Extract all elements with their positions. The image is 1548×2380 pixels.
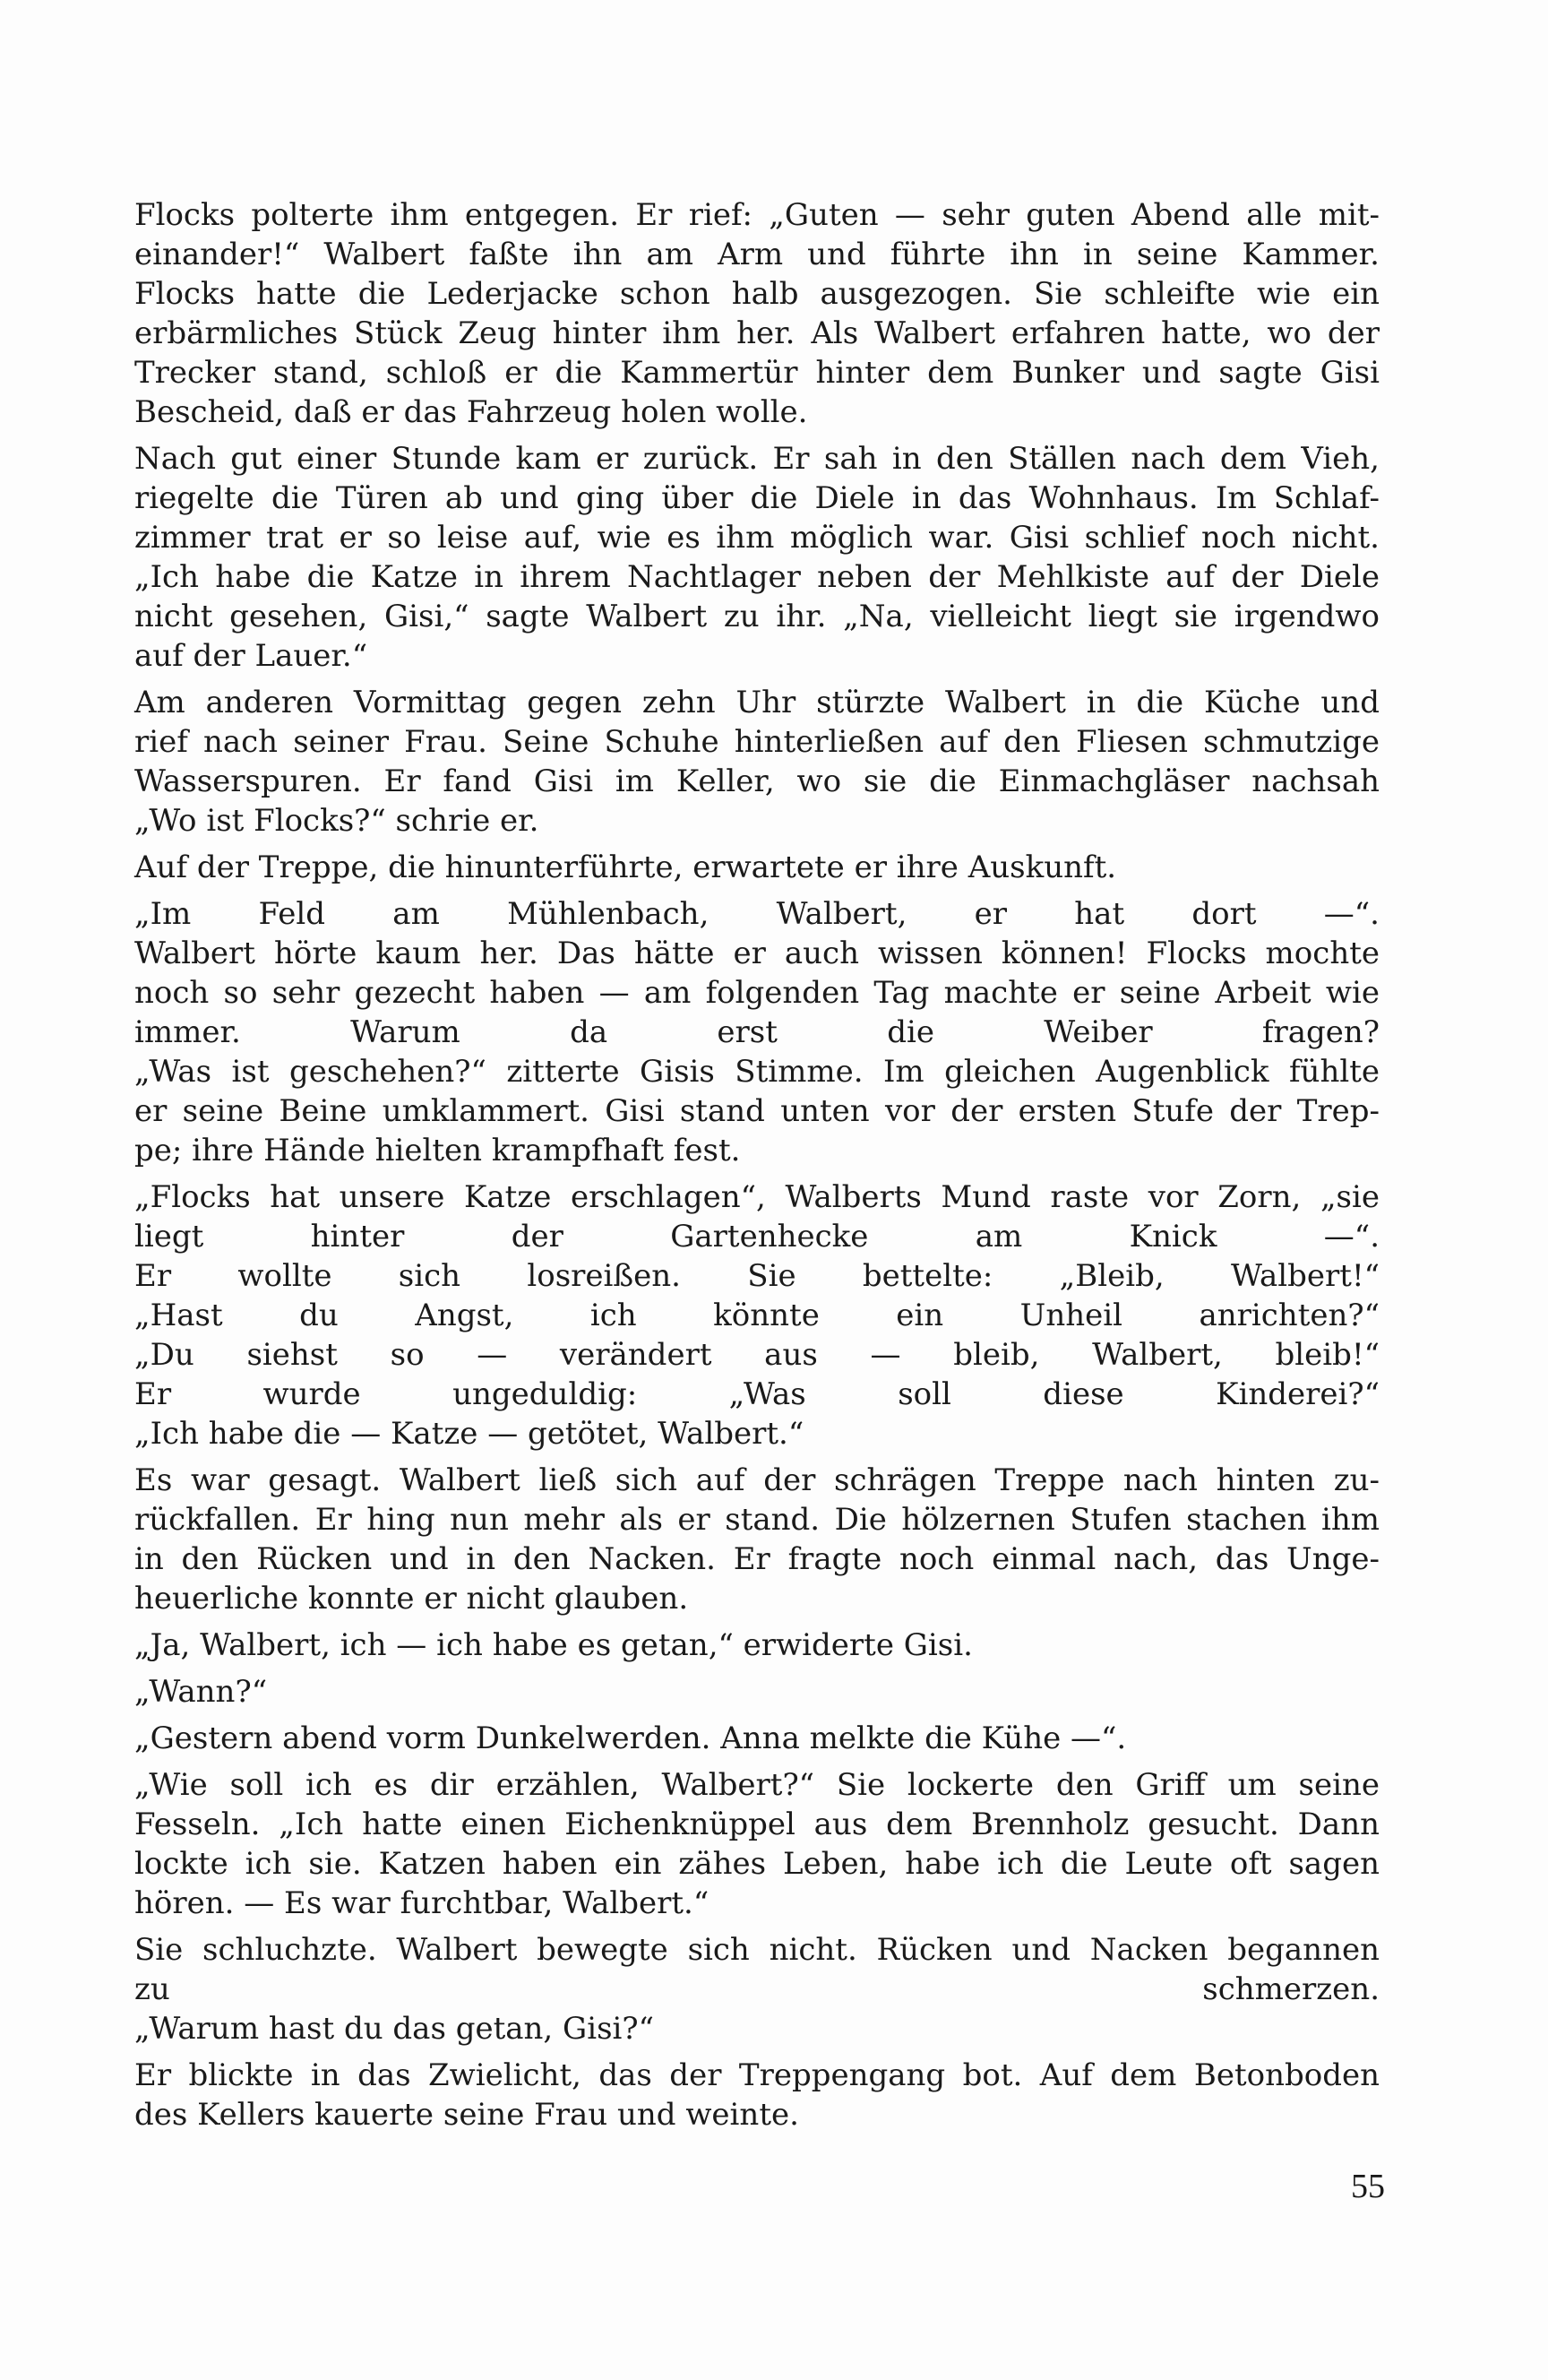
text-line: lockte ich sie. Katzen haben ein zähes Leben, habe ich die Leute oft sagen — [134, 1846, 1380, 1882]
text-line: Er wollte sich losreißen. Sie bettelte: „Bleib, Walbert!“ — [134, 1258, 1380, 1294]
paragraph — [134, 195, 1380, 432]
text-line: „Hast du Angst, ich könnte ein Unheil anrichten?“ — [134, 1298, 1380, 1333]
paragraph — [134, 439, 1380, 676]
paragraph — [134, 894, 1380, 1170]
text-line: pe; ihre Hände hielten krampfhaft fest. — [134, 1133, 741, 1168]
text-line: „Gestern abend vorm Dunkelwerden. Anna melkte die Kühe —“. — [134, 1720, 1127, 1756]
text-line: Trecker stand, schloß er die Kammertür hinter dem Bunker und sagte Gisi — [134, 355, 1380, 391]
text-line: Es war gesagt. Walbert ließ sich auf der schrägen Treppe nach hinten zu- — [134, 1462, 1380, 1498]
text-line: „Wann?“ — [134, 1674, 268, 1710]
text-line: in den Rücken und in den Nacken. Er fragte noch einmal nach, das Unge- — [134, 1541, 1380, 1577]
text-line: des Kellers kauerte seine Frau und weinte. — [134, 2097, 799, 2133]
page-number: 55 — [1351, 2168, 1385, 2205]
text-line: „Im Feld am Mühlenbach, Walbert, er hat dort —“. — [134, 896, 1380, 932]
text-line: rief nach seiner Frau. Seine Schuhe hinterließen auf den Fliesen schmutzige — [134, 724, 1380, 760]
text-line: Er wurde ungeduldig: „Was soll diese Kinderei?“ — [134, 1376, 1380, 1412]
paragraph — [134, 1930, 1380, 2048]
text-line: „Ich habe die Katze in ihrem Nachtlager neben der Mehlkiste auf der Diele — [134, 559, 1380, 595]
text-line: riegelte die Türen ab und ging über die Diele in das Wohnhaus. Im Schlaf- — [134, 480, 1380, 516]
text-line: „Wo ist Flocks?“ schrie er. — [134, 803, 539, 839]
paragraph — [134, 848, 1380, 887]
paragraph — [134, 1177, 1380, 1453]
text-line: Flocks hatte die Lederjacke schon halb ausgezogen. Sie schleifte wie ein — [134, 276, 1380, 312]
body-text — [134, 195, 1380, 2134]
text-line: „Flocks hat unsere Katze erschlagen“, Walberts Mund raste vor Zorn, „sie — [134, 1179, 1380, 1215]
text-line: Er blickte in das Zwielicht, das der Treppengang bot. Auf dem Betonboden — [134, 2057, 1380, 2093]
text-line: Am anderen Vormittag gegen zehn Uhr stürzte Walbert in die Küche und — [134, 685, 1380, 720]
text-line: Bescheid, daß er das Fahrzeug holen wolle. — [134, 394, 808, 430]
text-line: er seine Beine umklammert. Gisi stand unten vor der ersten Stufe der Trep- — [134, 1093, 1380, 1129]
text-line: „Was ist geschehen?“ zitterte Gisis Stimme. Im gleichen Augenblick fühlte — [134, 1054, 1380, 1090]
text-line: nicht gesehen, Gisi,“ sagte Walbert zu ihr. „Na, vielleicht liegt sie irgendwo — [134, 599, 1380, 634]
text-line: immer. Warum da erst die Weiber fragen? — [134, 1014, 1380, 1050]
text-line: erbärmliches Stück Zeug hinter ihm her. Als Walbert erfahren hatte, wo der — [134, 315, 1380, 351]
text-line: Nach gut einer Stunde kam er zurück. Er sah in den Ställen nach dem Vieh, — [134, 441, 1380, 477]
text-line: heuerliche konnte er nicht glauben. — [134, 1581, 689, 1617]
text-line: hören. — Es war furchtbar, Walbert.“ — [134, 1885, 710, 1921]
text-line: Fesseln. „Ich hatte einen Eichenknüppel aus dem Brennholz gesucht. Dann — [134, 1807, 1380, 1842]
text-line: Sie schluchzte. Walbert bewegte sich nicht. Rücken und Nacken begannen — [134, 1932, 1380, 1968]
text-line: Wasserspuren. Er fand Gisi im Keller, wo sie die Einmachgläser nachsah — [134, 763, 1380, 799]
text-line: noch so sehr gezecht haben — am folgenden Tag machte er seine Arbeit wie — [134, 975, 1380, 1011]
text-line: Flocks polterte ihm entgegen. Er rief: „Guten — sehr guten Abend alle mit- — [134, 197, 1380, 233]
text-line: „Warum hast du das getan, Gisi?“ — [134, 2011, 655, 2047]
text-line: zimmer trat er so leise auf, wie es ihm möglich war. Gisi schlief noch nicht. — [134, 520, 1380, 556]
text-line: „Ja, Walbert, ich — ich habe es getan,“ erwiderte Gisi. — [134, 1627, 973, 1663]
paragraph — [134, 1625, 1380, 1665]
text-line: zu schmerzen. — [134, 1971, 1380, 2007]
text-line: Auf der Treppe, die hinunterführte, erwartete er ihre Auskunft. — [134, 849, 1117, 885]
paragraph — [134, 1461, 1380, 1618]
paragraph — [134, 2056, 1380, 2134]
text-line: „Du siehst so — verändert aus — bleib, Walbert, bleib!“ — [134, 1337, 1380, 1373]
paragraph — [134, 1765, 1380, 1923]
paragraph — [134, 1672, 1380, 1712]
text-line: liegt hinter der Gartenhecke am Knick —“. — [134, 1219, 1380, 1255]
paragraph — [134, 683, 1380, 841]
text-line: rückfallen. Er hing nun mehr als er stand. Die hölzernen Stufen stachen ihm — [134, 1502, 1380, 1538]
paragraph — [134, 1719, 1380, 1758]
text-line: einander!“ Walbert faßte ihn am Arm und führte ihn in seine Kammer. — [134, 237, 1380, 272]
text-line: „Ich habe die — Katze — getötet, Walbert.“ — [134, 1416, 804, 1452]
text-line: Walbert hörte kaum her. Das hätte er auch wissen können! Flocks mochte — [134, 936, 1380, 971]
text-line: auf der Lauer.“ — [134, 638, 368, 674]
text-line: „Wie soll ich es dir erzählen, Walbert?“ Sie lockerte den Griff um seine — [134, 1767, 1380, 1803]
